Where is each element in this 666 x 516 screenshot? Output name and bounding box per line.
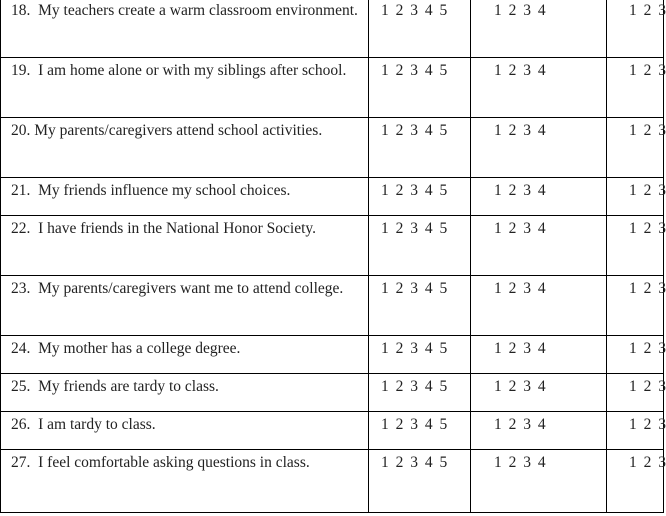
scale-four-cell bbox=[471, 178, 607, 216]
scale-four-options: 1 2 3 4 bbox=[494, 62, 546, 79]
question-number: 22. bbox=[11, 220, 31, 237]
question-number: 21. bbox=[11, 182, 31, 199]
scale-three-options: 1 2 3 bbox=[629, 122, 666, 139]
scale-three-options: 1 2 3 bbox=[629, 416, 666, 433]
scale-three-cell bbox=[607, 216, 664, 276]
table-row bbox=[1, 58, 664, 118]
scale-three-cell bbox=[607, 450, 664, 513]
question-number: 24. bbox=[11, 340, 31, 357]
scale-three-options: 1 2 3 bbox=[629, 182, 666, 199]
question-text: My friends influence my school choices. bbox=[38, 182, 291, 199]
question-cell bbox=[1, 0, 369, 58]
scale-three-options: 1 2 3 bbox=[629, 340, 666, 357]
question-cell bbox=[1, 276, 369, 336]
table-row bbox=[1, 0, 664, 58]
scale-four-cell bbox=[471, 374, 607, 412]
scale-three-options: 1 2 3 bbox=[629, 454, 666, 471]
scale-four-options: 1 2 3 4 bbox=[494, 378, 546, 395]
question-cell bbox=[1, 178, 369, 216]
scale-three-options: 1 2 3 bbox=[629, 220, 666, 237]
table-row bbox=[1, 374, 664, 412]
scale-four-cell bbox=[471, 450, 607, 513]
scale-four-cell bbox=[471, 0, 607, 58]
scale-five-cell bbox=[369, 216, 471, 276]
scale-five-options: 1 2 3 4 5 bbox=[381, 220, 448, 237]
question-cell bbox=[1, 412, 369, 450]
scale-four-cell bbox=[471, 216, 607, 276]
scale-five-cell bbox=[369, 374, 471, 412]
scale-three-options: 1 2 3 bbox=[629, 280, 666, 297]
question-text: My friends are tardy to class. bbox=[38, 378, 219, 395]
question-cell bbox=[1, 450, 369, 513]
scale-three-cell bbox=[607, 276, 664, 336]
scale-three-cell bbox=[607, 336, 664, 374]
scale-five-options: 1 2 3 4 5 bbox=[381, 122, 448, 139]
question-cell bbox=[1, 336, 369, 374]
scale-four-options: 1 2 3 4 bbox=[494, 2, 546, 19]
question-text: My mother has a college degree. bbox=[38, 340, 241, 357]
scale-five-cell bbox=[369, 58, 471, 118]
scale-five-cell bbox=[369, 450, 471, 513]
scale-three-cell bbox=[607, 118, 664, 178]
scale-five-options: 1 2 3 4 5 bbox=[381, 340, 448, 357]
scale-five-options: 1 2 3 4 5 bbox=[381, 62, 448, 79]
scale-four-options: 1 2 3 4 bbox=[494, 122, 546, 139]
scale-five-options: 1 2 3 4 5 bbox=[381, 454, 448, 471]
table-row bbox=[1, 216, 664, 276]
scale-five-cell bbox=[369, 178, 471, 216]
scale-five-cell bbox=[369, 336, 471, 374]
question-cell bbox=[1, 118, 369, 178]
scale-three-cell bbox=[607, 178, 664, 216]
scale-four-options: 1 2 3 4 bbox=[494, 220, 546, 237]
scale-five-options: 1 2 3 4 5 bbox=[381, 280, 448, 297]
scale-four-options: 1 2 3 4 bbox=[494, 182, 546, 199]
scale-four-cell bbox=[471, 412, 607, 450]
scale-five-cell bbox=[369, 276, 471, 336]
question-text: I am tardy to class. bbox=[38, 416, 156, 433]
scale-four-cell bbox=[471, 58, 607, 118]
table-row bbox=[1, 450, 664, 513]
question-number: 18. bbox=[11, 2, 31, 19]
question-number: 26. bbox=[11, 416, 31, 433]
question-text: My teachers create a warm classroom environment. bbox=[38, 2, 358, 19]
scale-three-cell bbox=[607, 374, 664, 412]
question-number: 27. bbox=[11, 454, 31, 471]
scale-three-cell bbox=[607, 58, 664, 118]
scale-five-options: 1 2 3 4 5 bbox=[381, 416, 448, 433]
scale-four-cell bbox=[471, 276, 607, 336]
scale-five-options: 1 2 3 4 5 bbox=[381, 378, 448, 395]
question-text: I have friends in the National Honor Society. bbox=[38, 220, 317, 237]
table-row bbox=[1, 118, 664, 178]
scale-four-options: 1 2 3 4 bbox=[494, 416, 546, 433]
scale-five-cell bbox=[369, 412, 471, 450]
scale-four-options: 1 2 3 4 bbox=[494, 280, 546, 297]
question-number: 19. bbox=[11, 62, 31, 79]
question-cell bbox=[1, 216, 369, 276]
scale-four-cell bbox=[471, 336, 607, 374]
scale-four-options: 1 2 3 4 bbox=[494, 454, 546, 471]
question-number: 25. bbox=[11, 378, 31, 395]
table-row bbox=[1, 178, 664, 216]
scale-five-cell bbox=[369, 118, 471, 178]
question-text: I am home alone or with my siblings after school. bbox=[38, 62, 347, 79]
question-cell bbox=[1, 58, 369, 118]
question-number: 20. bbox=[11, 122, 31, 139]
scale-five-options: 1 2 3 4 5 bbox=[381, 182, 448, 199]
table-row bbox=[1, 336, 664, 374]
scale-four-options: 1 2 3 4 bbox=[494, 340, 546, 357]
scale-three-options: 1 2 3 bbox=[629, 2, 666, 19]
scale-three-cell bbox=[607, 0, 664, 58]
scale-five-options: 1 2 3 4 5 bbox=[381, 2, 448, 19]
scale-three-cell bbox=[607, 412, 664, 450]
question-text: My parents/caregivers attend school activities. bbox=[34, 122, 323, 139]
question-text: I feel comfortable asking questions in class. bbox=[38, 454, 310, 471]
table-row bbox=[1, 276, 664, 336]
table-row bbox=[1, 412, 664, 450]
scale-three-options: 1 2 3 bbox=[629, 62, 666, 79]
question-text: My parents/caregivers want me to attend college. bbox=[38, 280, 344, 297]
scale-three-options: 1 2 3 bbox=[629, 378, 666, 395]
scale-five-cell bbox=[369, 0, 471, 58]
question-cell bbox=[1, 374, 369, 412]
question-number: 23. bbox=[11, 280, 31, 297]
scale-four-cell bbox=[471, 118, 607, 178]
